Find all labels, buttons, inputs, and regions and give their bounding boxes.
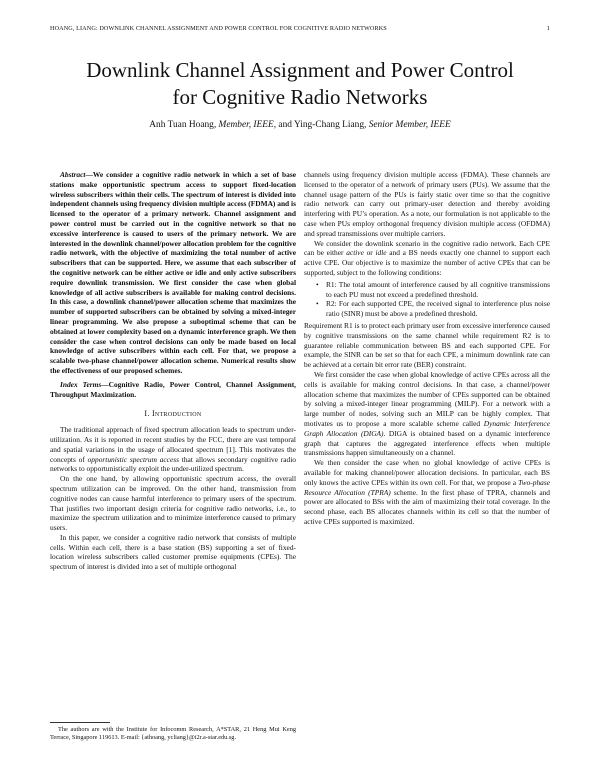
right-paragraph-4 [304,370,550,458]
abstract [50,170,296,376]
right-p2-text-a: We consider the downlink scenario in the cognitive radio network. Each CPE can be either [304,238,550,258]
right-p2-emphasis-active: active [346,248,364,258]
affiliation-footnote: The authors are with the Institute for Infocomm Research, A*STAR, 21 Heng Mui Keng Terrace, Singapore 119613. E-mail: {athoang, ycliang}@i2r.a-star.edu.sg. [50,726,296,741]
right-p2-text-c: and a BS needs exactly one channel to support each active CPE. Our objective is to maximize the number of active CPEs that can be supported, subject to the following conditions: [304,248,550,277]
bullet-icon: • [316,299,319,309]
right-p4-text-a: We first consider the case when global knowledge of active CPEs across all the cells is available for making control decisions. In that case, a channel/power allocation scheme that maximizes the number of CPEs supported can be obtained by solving a mixed-integer linear programming (MILP). For a network with a large number of nodes, solving such an MILP can be highly complex. That motivates us to propose a more scalable scheme called [304,369,550,428]
intro-paragraph-1 [50,425,296,474]
requirement-r2-text: R2: For each supported CPE, the received signal to interference plus noise ratio (SINR) must be above a predefined threshold. [326,299,550,319]
page-number: 1 [546,25,550,32]
right-paragraph-2 [304,239,550,278]
right-paragraph-1: channels using frequency division multiple access (FDMA). These channels are licensed to the operator of a network of primary users (PUs). We assume that the channel usage pattern of the PUs is fairly static over time so that the cognitive radio network can carry out primary-user detection and thereby avoiding interfering with PU’s operation. As a note, our formulation is not applicable to the case when PUs employ orthogonal frequency division multiple access (OFDMA) and spread transmissions over multiple carriers. [304,170,550,238]
right-p2-emphasis-idle: idle [375,248,387,258]
right-p5-emphasis: Two-phase Resource Allocation (TPRA) [304,477,550,497]
right-paragraph-3: Requirement R1 is to protect each primary user from excessive interference caused by cognitive transmissions on the same channel while requirement R2 is to guarantee reliable communication between BS and each supported CPE. For example, the SINR can be set so that for each CPE, a minimum downlink rate can be achieved at a certain bit error rate (BER) constraint. [304,320,550,370]
section-heading-introduction: I. Introduction [144,409,202,419]
left-column [50,170,296,572]
paper-title [20,57,580,111]
author-2-role: Senior Member, IEEE [368,120,451,130]
requirement-r1 [304,280,550,300]
author-connector: and [278,120,292,130]
right-p2-text-b: or [363,248,376,258]
right-p4-text-b: . DIGA is obtained based on a dynamic interference graph that captures the aggregated interference effects when multiple transmissions happen simultaneously on a channel. [304,428,550,458]
running-title: HOANG, LIANG: DOWNLINK CHANNEL ASSIGNMENT AND POWER CONTROL FOR COGNITIVE RADIO NETWORKS [50,25,387,32]
requirement-r2 [304,299,550,319]
footnote-rule [50,722,110,723]
abstract-lead: Abstract [60,170,86,179]
author-line [20,120,580,130]
bullet-icon: • [316,279,319,289]
intro-paragraph-3: In this paper, we consider a cognitive radio network that consists of multiple cells. Within each cell, there is a base station (BS) supporting a set of fixed-location wireless subscribers called customer premise equipments (CPEs). The spectrum of interest is divided into a set of multiple orthogonal [50,532,296,572]
right-paragraph-5 [304,458,550,527]
right-p4-emphasis: Dynamic Interference Graph Allocation (DIGA) [304,418,550,438]
index-terms [50,380,296,400]
title-line-1: Downlink Channel Assignment and Power Control [86,58,514,82]
title-line-2: for Cognitive Radio Networks [172,85,428,109]
index-terms-text: Cognitive Radio, Power Control, Channel Assignment, Throughput Maximization. [50,379,297,399]
intro-paragraph-2: On the one hand, by allowing opportunistic spectrum access, the overall spectrum utilization can be improved. On the other hand, transmission from cognitive nodes can cause harmful interference to primary users of the spectrum. That justifies two important design criteria for cognitive radio networks, i.e., to maximize the spectrum utilization and to minimize interference caused to primary users. [50,474,296,533]
abstract-text: We consider a cognitive radio network in which a set of base stations make opportunistic spectrum access to support fixed-location wireless subscribers within their cells. The spectrum of interest is divided into independent channels using frequency division multiple access (FDMA) and is licensed to the operator of a primary network. Channel assignment and power control must be carried out in the cognitive network so that no excessive interference is caused to users of the primary network. We are interested in the downlink channel/power allocation problem for the cognitive radio network, with the objective of maximizing the total number of active subscribers that can be supported. Here, we assume that each subscriber of the cognitive network can be either active or idle and only active subscribers require downlink transmission. We first consider the case when global knowledge of all active subscribers is available for making control decisions. In this case, a downlink channel/power allocation scheme that maximizes the number of supported subscribers can be obtained by solving a mixed-integer linear programming. We also propose a suboptimal scheme that can be obtained at lower complexity based on a dynamic interference graph. We then consider the case when control decisions can only be made based on local knowledge of active subscribers within each cell. For that, we propose a scalable two-phase channel/power allocation scheme. Numerical results show the effectiveness of our proposed schemes. [50,170,296,375]
intro-p1-emphasis: opportunistic spectrum access [87,454,179,464]
right-column [304,170,550,527]
intro-p1-text-a: The traditional approach of fixed spectrum allocation leads to spectrum under-utilization. As it is reported in recent studies by the FCC, there are vast temporal and spatial variations in the usage of allocated spectrum [1]. This motivates the concepts of [50,425,296,464]
intro-p1-text-b: that allows secondary cognitive radio networks to opportunistically exploit the under-utilized spectrum. [50,454,296,474]
index-terms-dash: — [101,379,109,389]
abstract-dash: — [85,170,93,179]
running-header [50,25,550,32]
author-2-name: Ying-Chang Liang, [293,120,367,130]
requirement-r1-text: R1: The total amount of interference caused by all cognitive transmissions to each PU must not exceed a predefined threshold. [326,279,550,299]
right-p5-text-b: scheme. In the first phase of TPRA, channels and power are allocated to BSs with the aim of maximizing their total coverage. In the second phase, each BS allocates channels within its cell so that the number of active CPEs supported is maximized. [304,487,550,526]
right-p5-text-a: We then consider the case when no global knowledge of active CPEs is available for making channel/power allocation decisions. In particular, each BS only knows the active CPEs within its own cell. For that, we propose a [304,458,550,487]
index-terms-lead: Index Terms [60,379,102,389]
author-1-role: Member, IEEE, [218,120,277,130]
author-1-name: Anh Tuan Hoang, [149,120,217,130]
requirements-list [304,280,550,319]
